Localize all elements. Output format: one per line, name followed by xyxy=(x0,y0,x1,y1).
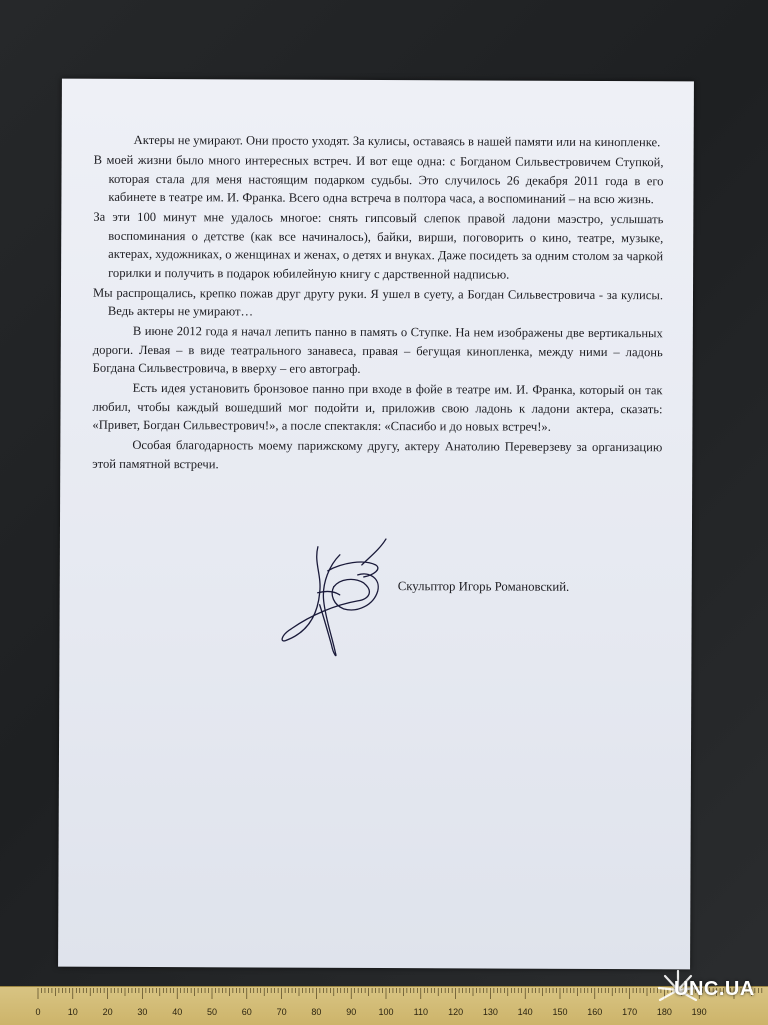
paragraph-4-rest: кулисы. Ведь актеры не умирают… xyxy=(107,287,664,319)
ruler-label: 160 xyxy=(587,1007,603,1017)
ruler-scale xyxy=(0,987,768,1025)
paragraph-3-rest: воспоминания о детстве (как все начиналось), байки, вирши, поговорить о кино, театре, музыке, актерах, художниках, о женщинах и женах, о детях и внуках. Даже посидеть за одним столом за чаркой горилки и получить в подарок юбилейную книгу с дарственной надписью. xyxy=(108,228,664,282)
letter-body xyxy=(92,131,663,475)
ruler-label: 30 xyxy=(137,1007,148,1017)
ruler-label: 90 xyxy=(346,1007,357,1017)
ruler-label: 0 xyxy=(35,1007,41,1017)
ruler-label: 100 xyxy=(378,1007,394,1017)
ruler-label: 20 xyxy=(102,1007,113,1017)
letter-sheet xyxy=(58,79,694,970)
ruler-label: 180 xyxy=(656,1007,672,1017)
ruler-label: 60 xyxy=(241,1007,252,1017)
paragraph-4 xyxy=(93,283,663,322)
paragraph-6: Есть идея установить бронзовое панно при входе в фойе в театре им. И. Франка, который он так любил, чтобы каждый вошедший мог подойти и, приложив свою ладонь к ладони актера, сказать: «Привет, Богдан Сильвестрович!», а после спектакля: «Спасибо и до новых встреч!». xyxy=(92,380,663,434)
paragraph-2-first-line: В моей жизни было много интересных встреч. И вот еще одна: с Богданом Сильвестровичем Ступкой, xyxy=(93,152,664,170)
ruler-label: 170 xyxy=(622,1007,638,1017)
paragraph-1: Актеры не умирают. Они просто уходят. За кулисы, оставаясь в нашей памяти или на кинопленке. xyxy=(133,132,661,150)
watermark-text: UNC.UA xyxy=(674,978,755,1000)
ruler-label: 120 xyxy=(448,1007,464,1017)
ruler-label: 190 xyxy=(691,1007,707,1017)
measuring-ruler xyxy=(0,986,768,1025)
ruler-label: 50 xyxy=(206,1007,218,1017)
paragraph-3 xyxy=(93,208,663,284)
watermark xyxy=(654,966,764,1018)
paragraph-2-rest: которая стала для меня настоящим подарком судьбы. Это случилось 26 декабря 2011 года в его кабинете в театре им. И. Франка. Всего одна встреча в полтора часа, а воспоминаний – на всю жизнь. xyxy=(108,171,664,207)
ruler-label: 80 xyxy=(311,1007,322,1017)
ruler-label: 130 xyxy=(482,1007,498,1017)
paragraph-3-first-line: За эти 100 минут мне удалось многое: снять гипсовый слепок правой ладони маэстро, услышать xyxy=(93,209,664,227)
ruler-label: 110 xyxy=(413,1007,428,1017)
paragraph-4-first-line: Мы распрощались, крепко пожав друг другу руки. Я ушел в суету, а Богдан Сильвестровича - за xyxy=(92,285,618,302)
ruler-label: 150 xyxy=(552,1007,568,1017)
ruler-label: 70 xyxy=(276,1007,287,1017)
ruler-label: 140 xyxy=(517,1007,533,1017)
ruler-label: 40 xyxy=(172,1007,183,1017)
paragraph-7: Особая благодарность моему парижскому другу, актеру Анатолию Переверзеву за организацию этой памятной встречи. xyxy=(92,437,663,471)
paragraph-5: В июне 2012 года я начал лепить панно в память о Ступке. На нем изображены две вертикальных дороги. Левая – в виде театрального занавеса, правая – бегущая кинопленка, между ними – ладонь Богдана Сильвестровича, в вверху – его автограф. xyxy=(92,323,663,376)
ruler-label: 10 xyxy=(67,1007,78,1017)
signature-label: Скульптор Игорь Романовский. xyxy=(397,579,570,594)
paragraph-2 xyxy=(93,151,663,209)
handwritten-signature xyxy=(277,535,390,660)
